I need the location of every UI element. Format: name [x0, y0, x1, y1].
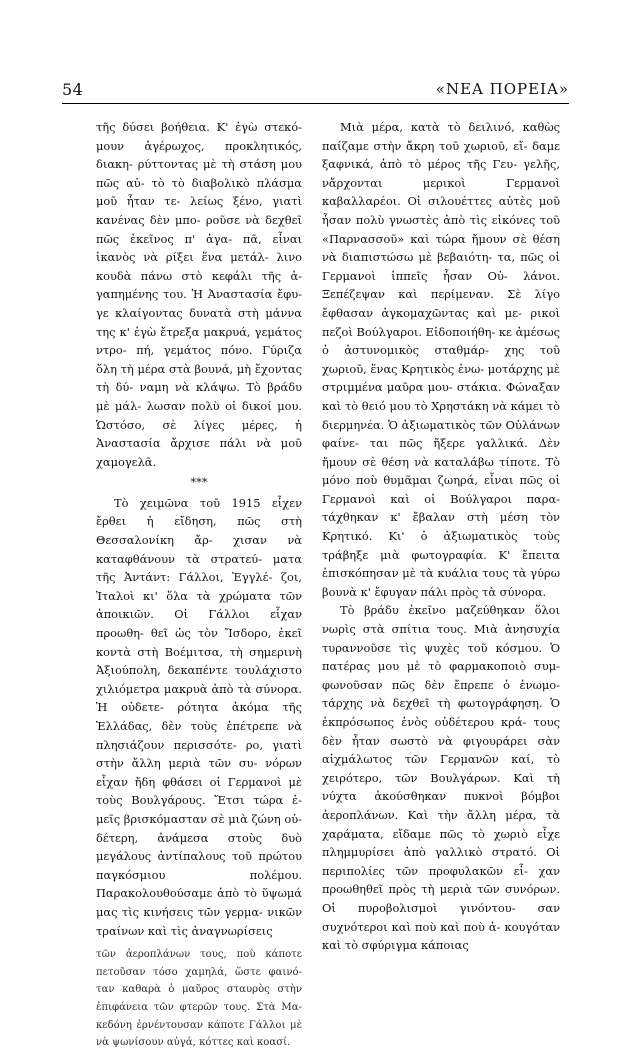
- running-head: «ΝΕΑ ΠΟΡΕΙΑ»: [435, 80, 569, 98]
- right-paragraph-2: Τὸ βράδυ ἐκεῖνο μαζεύθηκαν ὅλοι νωρὶς στὰ σπίτια τους. Μιὰ ἀνησυχία τυραννοῦσε τὶς ψυχὲς τοῦ κόσμου. Ὁ πατέρας μου μὲ τὸ φαρμακοποιὸ συμ- φωνοῦσαν πῶς δὲν ἔπρεπε ὁ ἐνωμο- τάρχης νὰ δεχθεῖ τὴ φωτογράφηση. Ὁ ἐκπρόσωπος ἑνὸς οὐδέτερου κρά- τους δὲν ἦταν σωστὸ νὰ φιγουράρει σὰν αἰχμάλωτος τῶν Γερμανῶν καί, τὸ χειρότερο, τῶν Βουλγάρων. Καὶ τὴ νύχτα ἀκούσθηκαν πυκνοὶ βόμβοι ἀεροπλάνων. Καὶ τὴν ἄλλη μέρα, τὰ χαράματα, εἴδαμε πῶς τὸ χωριὸ εἶχε πλημμυρίσει ἀπὸ γαλλικὸ στρατό. Οἱ περιπολίες τῶν προφυλακῶν εἶ- χαν προωθηθεῖ πρὸς τὴ μεριὰ τῶν συνόρων. Οἱ πυροβολισμοὶ γινόντου- σαν συχνότεροι καὶ ποὺ καὶ ποὺ ἀ- κουγόταν καὶ τὸ σφύριγμα κάποιας: [322, 603, 560, 953]
- left-paragraph-1: τῆς δύσει βοήθεια. Κ' ἐγὼ στεκό- μουν ἀγέρωχος, προκλητικός, διακη- ρύττοντας μὲ τὴ στάση μου πῶς αὐ- τὸ τὸ διαβολικὸ πλάσμα μοῦ ἦταν τε- λείως ξένο, γιατὶ κανένας δὲν μπο- ροῦσε νὰ δεχθεῖ πῶς ἐκεῖνος π' ἀγα- πᾶ, εἶναι ἱκανὸς νὰ ρίξει ἕνα μετάλ- λινο κουδὰ πάνω στὸ κεφάλι τῆς ἀ- γαπημένης του. Ἡ Ἀναστασία ἔφυ- γε κλαίγοντας δυνατὰ στὴ μάννα της κ' ἐγὼ ἔτρεξα μακρυά, γεμάτος ντρο- πή, γεμάτος πόνο. Γύριζα ὅλη τὴ μέρα στὰ βουνά, μὴ ἔχοντας τὴ δύ- ναμη νὰ κλάψω. Τὸ βράδυ μὲ μάλ- λωσαν πολὺ οἱ δικοί μου. Ὡστόσο, σὲ λίγες μέρες, ἡ Ἀναστασία ἄρχισε πάλι νὰ μοῦ χαμογελᾶ.: [96, 120, 302, 469]
- section-separator: ***: [190, 475, 208, 490]
- left-paragraph-3: τῶν ἀεροπλάνων τους, ποὺ κάποτε πετοῦσαν τόσο χαμηλά, ὥστε φαινό- ταν καθαρὰ ὁ μαῦρος σταυρὸς στὴν ἐπιφάνεια τῶν φτερῶν τους. Στὰ Μα- κεδόνη ἐρνέντουσαν κάποτε Γάλλοι μὲ νὰ ψωνίσουν αὐγά, κόττες καὶ κοασί.: [96, 949, 302, 1049]
- page-header: [62, 80, 569, 102]
- right-column: [322, 118, 560, 955]
- faded-text-block: [96, 946, 302, 1052]
- right-paragraph-1: Μιὰ μέρα, κατὰ τὸ δειλινό, καθὼς παίζαμε στὴν ἄκρη τοῦ χωριοῦ, εἴ- δαμε ξαφνικά, ἀπὸ τὸ μέρος τῆς Γευ- γελῆς, νἄρχονται μερικοὶ Γερμανοὶ καβαλλαρέοι. Οἱ σιλουέττες αὐτὲς μοῦ ἦσαν πολὺ γνωστὲς ἀπὸ τὶς εἰκόνες τοῦ «Παρνασσοῦ» καὶ τώρα ἤμουν σὲ θέση νὰ διαπιστώσω μὲ βεβαιότη- τα, πῶς οἱ Γερμανοὶ ἱππεῖς ἦσαν Οὐ- λάνοι. Ξεπέζεψαν καὶ περίμεναν. Σὲ λίγο ἔφθασαν ἀγκομαχῶντας καὶ με- ρικοὶ πεζοὶ Βούλγαροι. Εἰδοποιήθη- κε ἀμέσως ὁ ἀστυνομικὸς σταθμάρ- χης τοῦ χωριοῦ, ἕνας Κρητικὸς ἐνω- μοτάρχης μὲ στριμμένα μαῦρα μου- στάκια. Φώναξαν καὶ τὸ θειό μου τὸ Χρηστάκη νὰ κάμει τὸ διερμηνέα. Ὁ ἀξιωματικὸς τῶν Οὐλάνων φαίνε- ται πῶς ἤξερε γαλλικά. Δὲν ἤμουν σὲ θέση νὰ καταλάβω τίποτε. Τὸ μόνο ποὺ θυμᾶμαι ζωηρά, εἶναι πῶς οἱ Γερμανοὶ καὶ οἱ Βούλγαροι παρα- τάχθηκαν κ' ἔβαλαν στὴ μέση τὸν Κρητικό. Κι' ὁ ἀξιωματικὸς τοὺς τράβηξε μιὰ φωτογραφία. Κ' ἔπειτα ἐπισκόπησαν μὲ τὰ κυάλια τους τὰ γύρω βουνὰ κ' ἔφυγαν πάλι πρὸς τὰ σύνορα.: [322, 120, 561, 599]
- left-column: [96, 118, 302, 1052]
- page-number: 54: [62, 80, 84, 99]
- left-paragraph-2: Τὸ χειμῶνα τοῦ 1915 εἶχεν ἔρθει ἡ εἴδηση, πῶς στὴ Θεσσαλονίκη ἄρ- χισαν νὰ καταφθάνουν τὰ στρατεύ- ματα τῆς Ἀντάντ: Γάλλοι, Ἐγγλέ- ζοι, Ἰταλοὶ κι' ὅλα τὰ χρώματα τῶν ἀποικιῶν. Οἱ Γάλλοι εἶχαν προωθη- θεῖ ὡς τὸν Ἴσδορο, ἐκεῖ κοντὰ στὴ Βοέμιτσα, τὴ σημερινὴ Ἀξιούπολη, δεκαπέντε τουλάχιστο χιλιόμετρα μακρυὰ ἀπὸ τὰ σύνορα. Ἡ οὐδετε- ρότητα ἀκόμα τῆς Ἑλλάδας, δὲν τοὺς ἐπέτρεπε νὰ πλησιάζουν περισσότε- ρο, γιατὶ στὴν ἄλλη μεριὰ τῶν συ- νόρων εἶχαν ἤδη φθάσει οἱ Γερμανοὶ μὲ τοὺς Βουλγάρους. Ἔτσι τώρα ἐ- μεῖς βρισκόμασταν σὲ μιὰ ζώνη οὐ- δέτερη, ἀνάμεσα στοὺς δυὸ μεγάλους ἀντίπαλους τοῦ πρώτου παγκόσμιου πολέμου. Παρακολουθούσαμε ἀπὸ τὸ ὕψωμά μας τὶς κινήσεις τῶν γερμα- νικῶν τραίνων καὶ τὶς ἀναγνωρίσεις: [96, 495, 302, 938]
- header-rule: [62, 103, 569, 104]
